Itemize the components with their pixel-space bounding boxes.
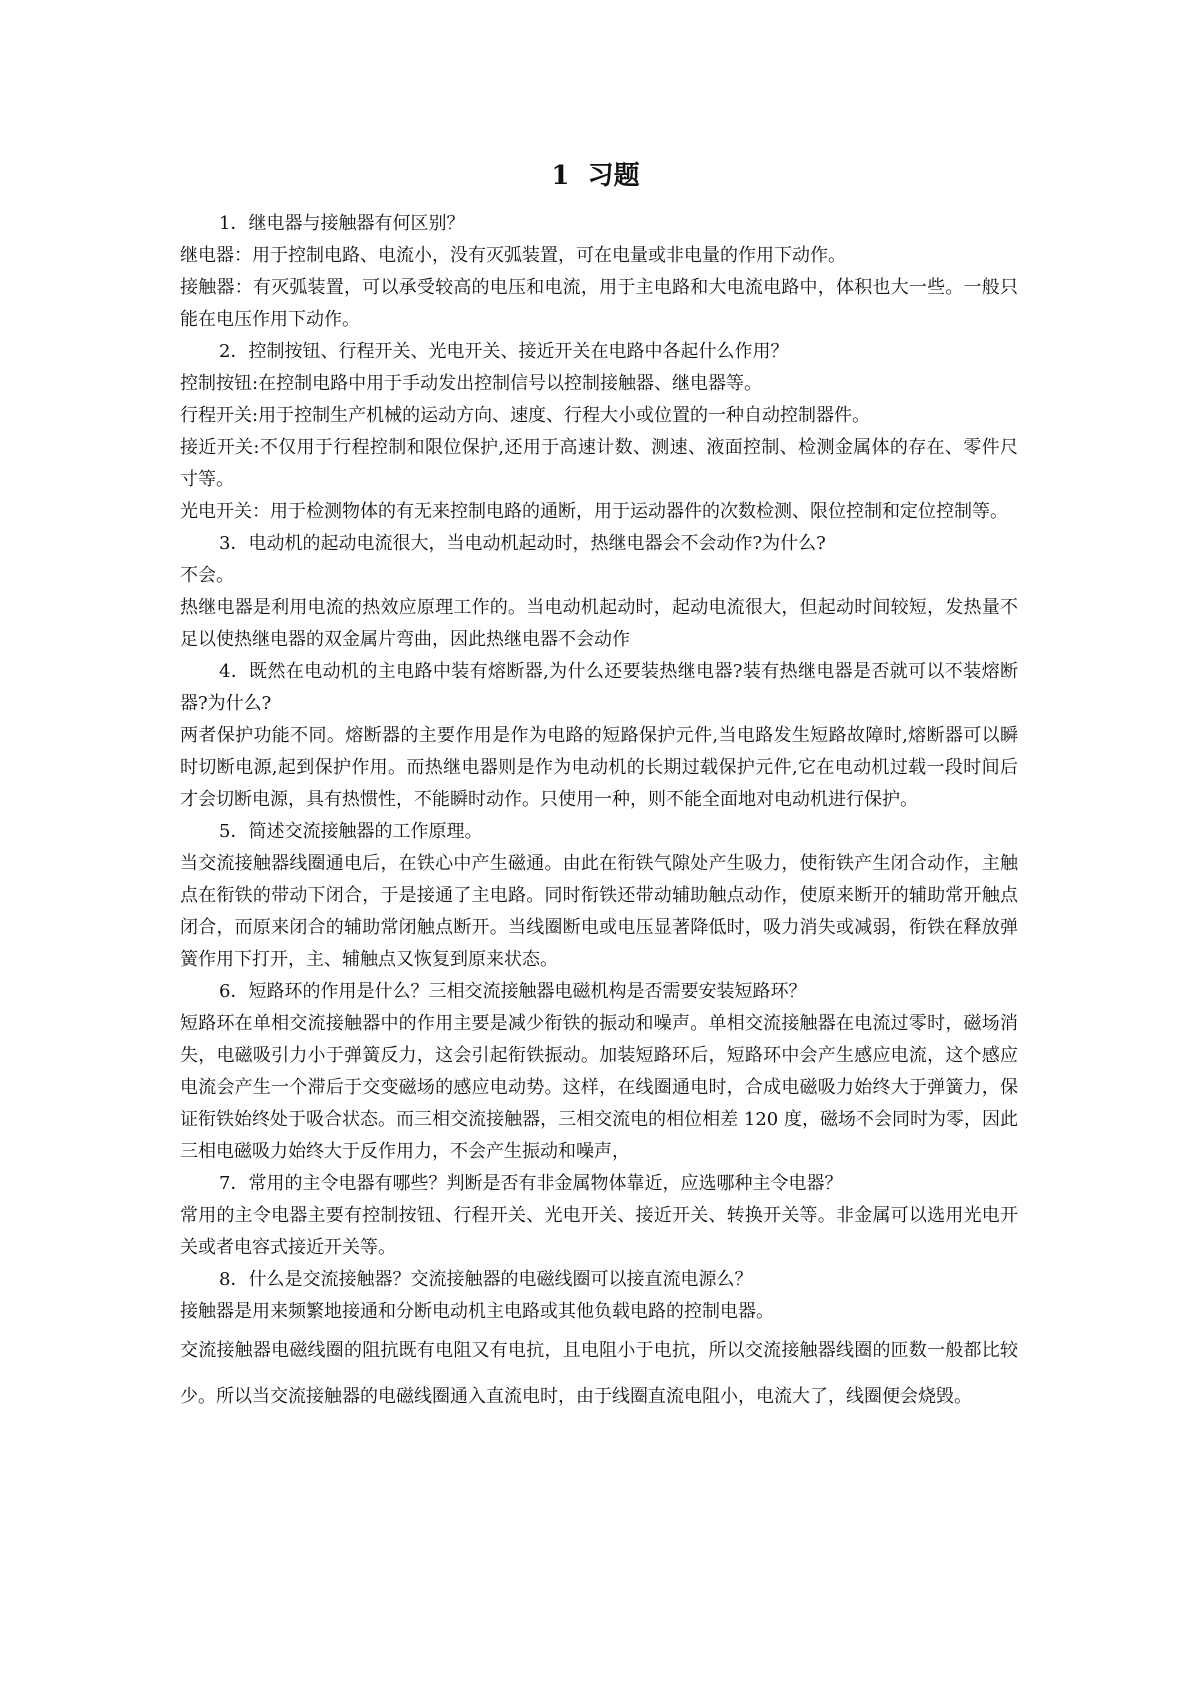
question-6: 6．短路环的作用是什么？三相交流接触器电磁机构是否需要安装短路环？ xyxy=(219,981,807,1002)
answer-3-2: 热继电器是利用电流的热效应原理工作的。当电动机起动时，起动电流很大，但起动时间较短，发热量不足以使热继电器的双金属片弯曲，因此热继电器不会动作 xyxy=(180,597,1018,650)
answer-2-3: 接近开关:不仅用于行程控制和限位保护,还用于高速计数、测速、液面控制、检测金属体的存在、零件尺寸等。 xyxy=(180,437,1018,490)
question-4: 4．既然在电动机的主电路中装有熔断器,为什么还要装热继电器?装有热继电器是否就可以不装熔断器?为什么? xyxy=(180,661,1018,714)
answer-2-1: 控制按钮:在控制电路中用于手动发出控制信号以控制接触器、继电器等。 xyxy=(180,373,763,394)
answer-8-2: 交流接触器电磁线圈的阻抗既有电阻又有电抗，且电阻小于电抗，所以交流接触器线圈的匝数一般都比较少。所以当交流接触器的电磁线圈通入直流电时，由于线圈直流电阻小，电流大了，线圈便会烧毁。 xyxy=(180,1340,1018,1407)
question-2: 2．控制按钮、行程开关、光电开关、接近开关在电路中各起什么作用？ xyxy=(219,341,789,362)
answer-5-1: 当交流接触器线圈通电后，在铁心中产生磁通。由此在衔铁气隙处产生吸力，使衔铁产生闭合动作，主触点在衔铁的带动下闭合，于是接通了主电路。同时衔铁还带动辅助触点动作，使原来断开的辅助常开触点闭合，而原来闭合的辅助常闭触点断开。当线圈断电或电压显著降低时，吸力消失或减弱，衔铁在释放弹簧作用下打开，主、辅触点又恢复到原来状态。 xyxy=(180,853,1018,970)
answer-2-4: 光电开关：用于检测物体的有无来控制电路的通断，用于运动器件的次数检测、限位控制和定位控制等。 xyxy=(180,501,1008,522)
exercise-list xyxy=(180,208,1018,1420)
answer-3-1: 不会。 xyxy=(180,565,234,586)
answer-1-2: 接触器：有灭弧装置，可以承受较高的电压和电流，用于主电路和大电流电路中，体积也大一些。一般只能在电压作用下动作。 xyxy=(180,277,1018,330)
question-7: 7．常用的主令电器有哪些？判断是否有非金属物体靠近，应选哪种主令电器？ xyxy=(219,1173,843,1194)
question-5: 5．简述交流接触器的工作原理。 xyxy=(219,821,483,842)
answer-7-1: 常用的主令电器主要有控制按钮、行程开关、光电开关、接近开关、转换开关等。非金属可以选用光电开关或者电容式接近开关等。 xyxy=(180,1205,1018,1258)
answer-1-1: 继电器：用于控制电路、电流小，没有灭弧装置，可在电量或非电量的作用下动作。 xyxy=(180,245,846,266)
answer-8-1: 接触器是用来频繁地接通和分断电动机主电路或其他负载电路的控制电器。 xyxy=(180,1301,774,1322)
answer-6-1: 短路环在单相交流接触器中的作用主要是减少衔铁的振动和噪声。单相交流接触器在电流过零时，磁场消失，电磁吸引力小于弹簧反力，这会引起衔铁振动。加装短路环后，短路环中会产生感应电流，这个感应电流会产生一个滞后于交变磁场的感应电动势。这样，在线圈通电时，合成电磁吸力始终大于弹簧力，保证衔铁始终处于吸合状态。而三相交流接触器，三相交流电的相位相差 120 度，磁场不会同时为零，因此三相电磁吸力始终大于反作用力，不会产生振动和噪声， xyxy=(180,1013,1018,1162)
question-3: 3．电动机的起动电流很大，当电动机起动时，热继电器会不会动作?为什么? xyxy=(219,533,826,554)
page-title: 1 习题 xyxy=(551,161,640,191)
question-8: 8．什么是交流接触器？交流接触器的电磁线圈可以接直流电源么？ xyxy=(219,1269,753,1290)
answer-4-1: 两者保护功能不同。熔断器的主要作用是作为电路的短路保护元件,当电路发生短路故障时,熔断器可以瞬时切断电源,起到保护作用。而热继电器则是作为电动机的长期过载保护元件,它在电动机过载一段时间后才会切断电源，具有热惯性，不能瞬时动作。只使用一种，则不能全面地对电动机进行保护。 xyxy=(180,725,1018,810)
answer-2-2: 行程开关:用于控制生产机械的运动方向、速度、行程大小或位置的一种自动控制器件。 xyxy=(180,405,871,426)
question-1: 1．继电器与接触器有何区别？ xyxy=(219,213,465,234)
